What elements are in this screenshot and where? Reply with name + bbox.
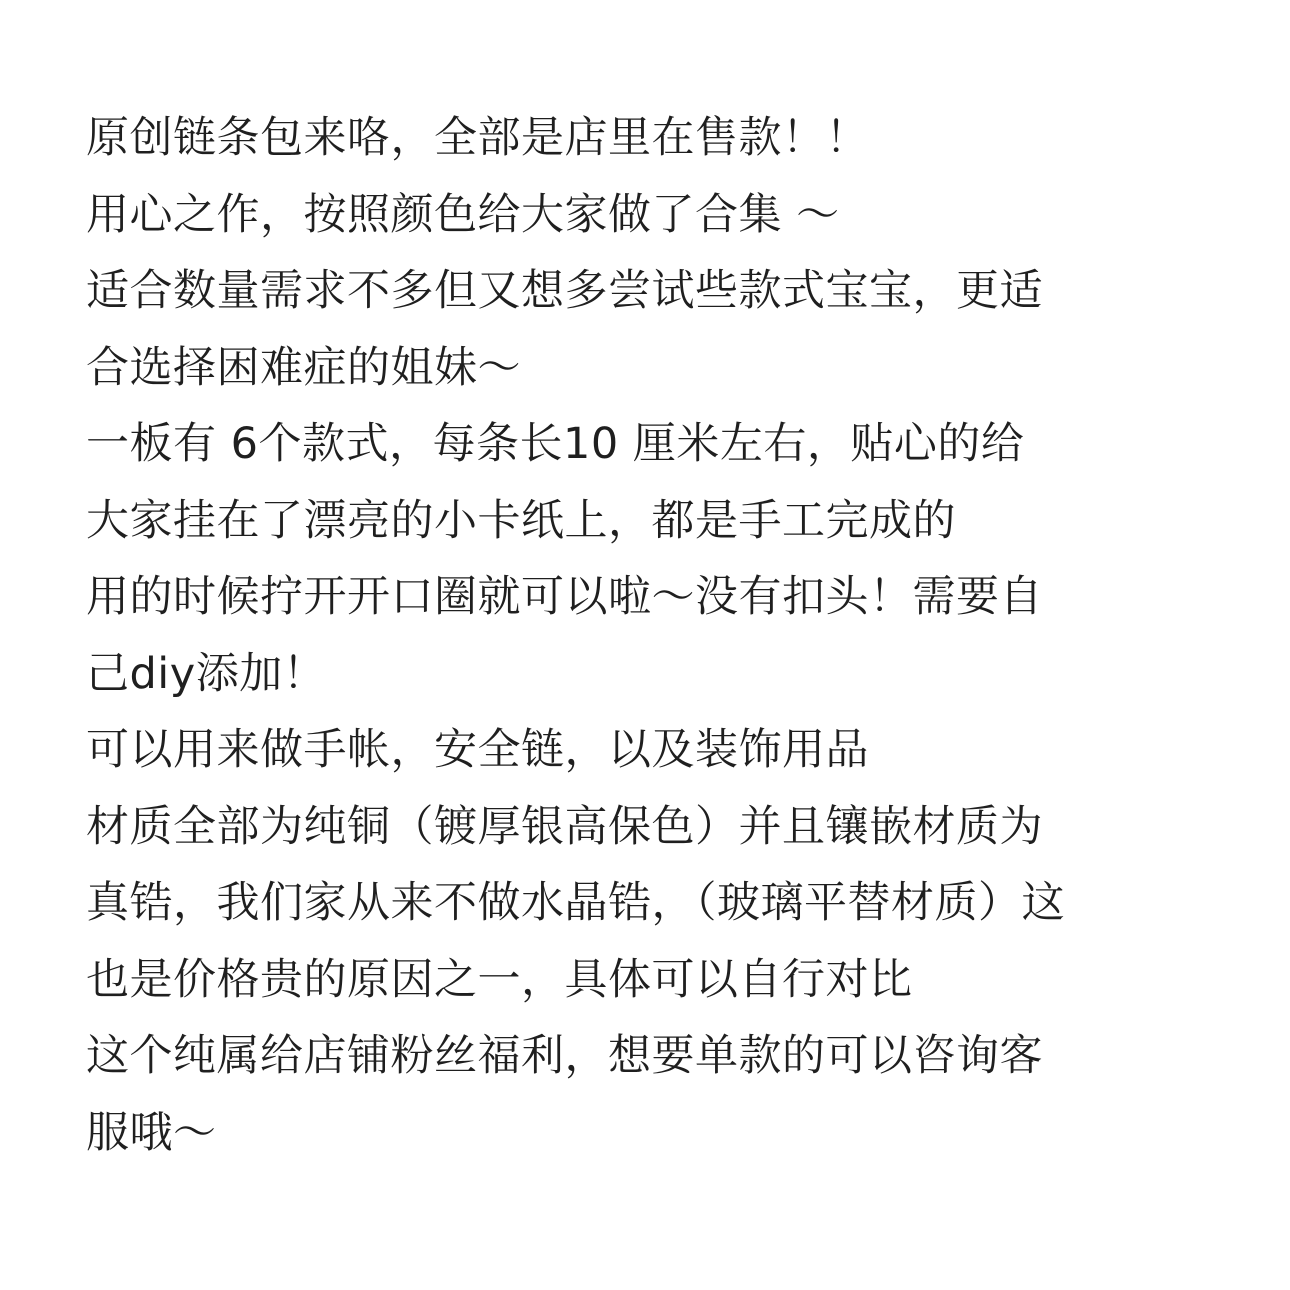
- text-line: 一板有 6个款式，每条长10 厘米左右，贴心的给: [86, 419, 1025, 469]
- text-line: 可以用来做手帐，安全链，以及装饰用品: [86, 725, 869, 775]
- text-line: 用心之作，按照颜色给大家做了合集 ～: [86, 189, 840, 240]
- text-line: 用的时候拧开开口圈就可以啦～没有扣头！需要自: [86, 572, 1043, 622]
- text-line: 真锆，我们家从来不做水晶锆，（玻璃平替材质）这: [86, 878, 1065, 928]
- text-line: 大家挂在了漂亮的小卡纸上，都是手工完成的: [86, 495, 956, 546]
- text-line: 材质全部为纯铜（镀厚银高保色）并且镶嵌材质为: [86, 801, 1043, 852]
- text-line: 也是价格贵的原因之一，具体可以自行对比: [86, 954, 913, 1005]
- text-line: 合选择困难症的姐妹～: [86, 342, 521, 393]
- text-line: 原创链条包来咯，全部是店里在售款！！: [86, 113, 869, 163]
- text-line: 适合数量需求不多但又想多尝试些款式宝宝，更适: [86, 266, 1043, 316]
- text-line: 这个纯属给店铺粉丝福利，想要单款的可以咨询客: [86, 1031, 1043, 1081]
- text-line: 服哦～: [86, 1107, 217, 1158]
- text-line: 己diy添加！: [86, 648, 327, 699]
- post-text: [86, 100, 1226, 1171]
